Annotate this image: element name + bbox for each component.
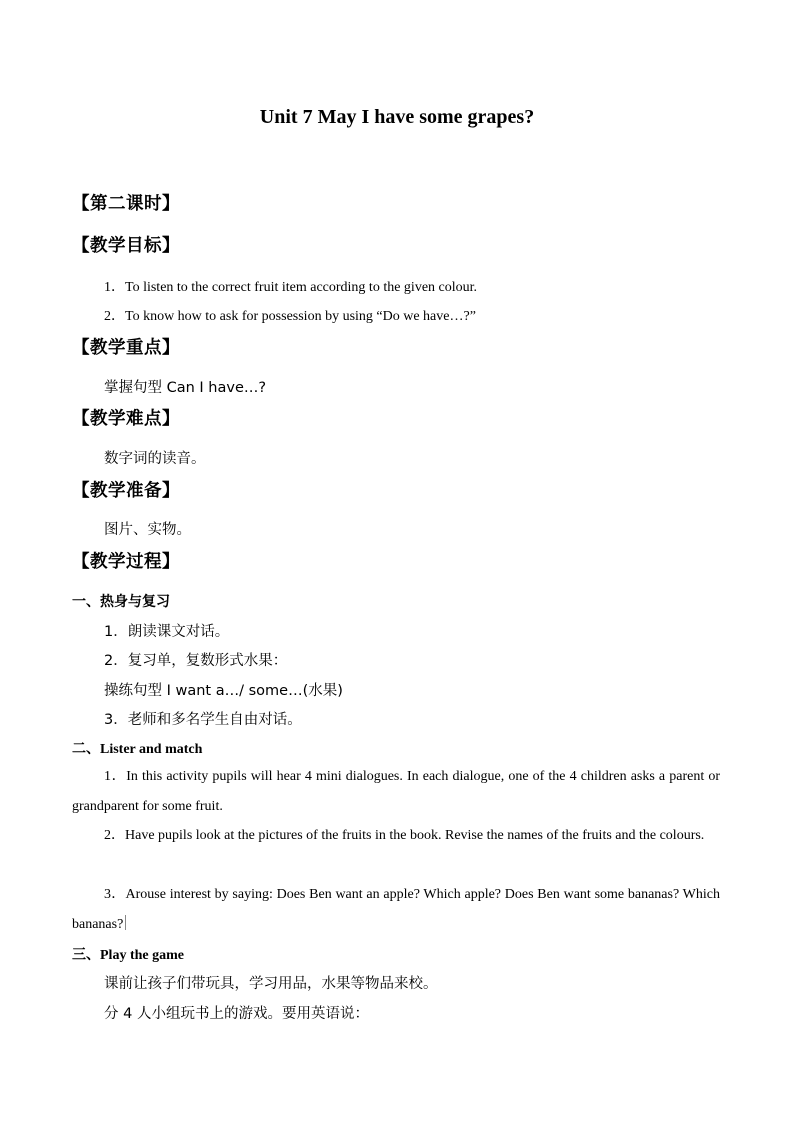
section-process: 【教学过程】 [72,552,180,572]
part2-paragraph-2: 2．Have pupils look at the pictures of the fruits in the book. Revise the names of the fruits and the colours. [104,828,705,843]
part1-step-3: 3．老师和多名学生自由对话。 [104,712,302,728]
part1-step-2-drill: 操练句型 I want a…/ some…(水果) [104,683,343,699]
part1-heading: 一、热身与复习 [72,594,170,610]
key-points-text: 掌握句型 Can I have…? [104,380,267,396]
section-objectives: 【教学目标】 [72,236,180,256]
part3-heading-number: 三、 [72,947,100,963]
part2-paragraph-3 [72,880,720,940]
section-difficulties: 【教学难点】 [72,409,180,429]
part2-heading-number: 二、 [72,741,100,757]
part1-step-1: 1．朗读课文对话。 [104,624,230,640]
document-title: Unit 7 May I have some grapes? [259,106,535,128]
section-lesson: 【第二课时】 [72,194,180,214]
difficulties-text: 数字词的读音。 [104,451,206,467]
part2-paragraph-1: 1．In this activity pupils will hear 4 mini dialogues. In each dialogue, one of the 4 children asks a parent or grandparent for some fruit. [72,769,720,814]
text-cursor [125,915,126,930]
section-preparation: 【教学准备】 [72,481,180,501]
objective-item-2: 2．To know how to ask for possession by using “Do we have…?” [104,309,476,324]
section-key-points: 【教学重点】 [72,338,180,358]
preparation-text: 图片、实物。 [104,522,191,538]
part3-heading [72,944,184,964]
part3-heading-title: Play the game [100,948,184,963]
part3-line-1: 课前让孩子们带玩具，学习用品，水果等物品来校。 [104,976,438,992]
part3-line-2: 分 4 人小组玩书上的游戏。要用英语说： [104,1006,369,1022]
part2-heading [72,738,202,758]
part2-paragraph-3-text: 3．Arouse interest by saying: Does Ben want an apple? Which apple? Does Ben want some bananas? Which bananas? [72,887,720,932]
objective-item-1: 1．To listen to the correct fruit item according to the given colour. [104,280,478,295]
part1-step-2: 2．复习单，复数形式水果： [104,653,288,669]
part2-heading-title: Lister and match [100,742,203,757]
